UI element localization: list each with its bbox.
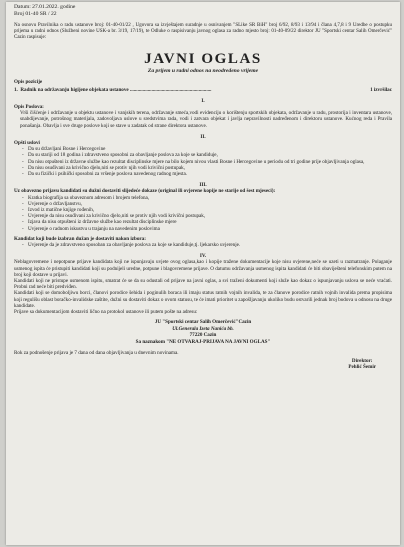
section-iv-paragraph: Prijave sa dokumentacijom dostaviti lično na protokol ustanove ili putem pošte na adresu: [14,309,198,316]
list-item: - Da su stariji od 18 godina i zdravstveno sposobni za obavljanje poslova za koje se kandiduje, [28,152,392,158]
document-title: JAVNI OGLAS [144,51,262,68]
list-item: - Uvjerenje o državljanstvu, [28,201,392,207]
list-item: - Uvjerenje o radnom iskustvu u trajanju na navedenim poslovima [28,226,392,232]
list-item: - Da nisu otpušteni iz državne službe kao rezultat disciplinske mjere na bilo kojem nivou vlasti Bosne i Hercegovine u periodu od tri godine prije objavljivanja oglasa, [28,159,392,165]
position-number: 1. [14,86,18,93]
list-item: - Da su fizički i psihički sposobni za vršenje poslova navedenog radnog mjesta. [28,171,392,177]
section-iv-paragraph: Kandidati koji ne pristupe usmenom ispitu, smatrat će se da su odustali od prijave na javni oglas, a svi traženi dokumenti koji služe kao dokaz o ispunjavanju uslova se neće vraćati. Probni rad neće biti predviđen. [14,278,392,291]
position-name: Radnik na održavanju higijene objekata ustanove [20,86,129,93]
document-page [6,2,400,545]
section-iv-paragraph: Kandidati koji se domoboljiwu borci, članovi porodice šehida i poginulih boraca ili imaju status ratnih vojnih invalida, te za članove porodice ratnih vojnih invalida prema propisima koji regulišu oblast boračko-invalidske zaštite, dužni su dostaviti dokaz o ovom statusu, te će imati prioritet u zapošljavanju ukoliko budu ostvarili jednak broj bodova u odnosu na druge kandidate. [14,290,392,309]
required-documents-list [14,195,392,232]
position-count: 1 izvršilac [370,86,392,93]
list-item: - Da su državljani Bosne i Hercegovine [28,146,392,152]
address-note: Sa naznakom "NE OTVARAJ-PRIJAVA NA JAVNI OGLAS" [135,338,271,345]
document-subtitle: Za prijem u radni odnos na neodređeno vrijeme [147,68,259,75]
signature-role: Direktor: [351,358,373,365]
address-line: 77220 Cazin [189,332,217,339]
position-heading: Opis pozicije [14,79,43,86]
position-row: 1. Radnik na održavanju higijene objekata ustanove ................................................................ 1 izvršilac [14,86,392,93]
section-ii-number: II. [200,133,206,140]
mailing-address [14,319,392,345]
section-ii-heading: Opšti uslovi [14,140,40,147]
section-iv-number: IV. [199,253,207,260]
address-line: JU "Sportski centar Salih Omerčević"Cazin [154,319,252,326]
list-item: - Da nisu osuđivani za krivično djelo,niti se protiv njih vodi krivični postupak, [28,165,392,171]
intro-paragraph: Na osnovu Pravilnika o radu ustanove broj: 01-40-01/22 , Ugovora sa izvještajem suradnje u osnivanjem "SLike SR BiH" broj 6/92, 8/93 i 13/94 i člana 4,7,8 i 9 Uredbe o postupku prijema u radni odnos (Službeni novine USK-a br. 3/19, 17/19), te Odluke o raspisivanju javnog oglasa za radno mjesto broj: 01-40-09/22 direktor JU "Sportski centar Salih Omerčević" Cazin raspisuje: [14,23,392,41]
list-item: - Uvjerenje da nisu osuđivani za krivično djelo,niti se protiv njih vodi krivični postupak, [28,213,392,219]
list-item: - Izvod iz matične knjige rođenih, [28,207,392,213]
reference-number: Broj 01-40 SR / 22 [14,10,57,17]
signature-block [14,358,392,370]
section-iii-number: III. [199,182,207,189]
selected-candidate-heading: Kandidat koji bude izabran dužan je dostaviti nakon izbora: [14,235,146,242]
general-conditions-list [14,146,392,177]
address-line: Ul.Generala Izeta Nanića bb. [172,325,234,332]
signature-name: Pehlić Šemir [348,364,376,371]
section-i-text: Vrši čišćenje i održavanje u objektu ustanove i vanjskih terena, održavanje smeća,vodi evidenciju o korištenju sportskih objekata, održavanje u radu, prostorija i inventara ustanove, snabdijevanje, potrošnog materijala, zadovoljava uslove u sredstvima rada, vodi i zatvara objekat i javlja nepravilnosti nadređenom i direktoru ustanove. Kućnog reda i Pravila ponašanja. Obavlja i sve druge poslove koji se stave u zadatak od strane direktora ustanove. [20,110,392,129]
selected-candidate-list [14,242,392,248]
list-item: - Kratka biografija sa obaveznom adresom i brojem telefona, [28,195,392,201]
list-item: - Izjava da nisu otpušteni iz državne službe kao rezultat disciplinske mjere [28,219,392,225]
deadline-text: Rok za podnošenje prijava je 7 dana od dana objavljivanja u dnevnim novinama. [14,349,179,356]
date-line: Datum: 27.01.2022. godine [14,4,76,10]
section-i-heading: Opis Poslova: [14,104,44,110]
section-i-number: I. [201,97,205,104]
footer-row [14,350,392,356]
section-iii-heading: Uz obavezno prijavu kandidati su dužni dostaviti slijedeće dokaze (original ili ovjerene kopije ne starije od šest mjeseci): [14,188,276,195]
list-item: - Uvjerenje da je zdravstveno sposoban za obavljanje poslova za koje se kandiduje,tj. ljekarsko uvjerenje. [28,242,392,248]
section-iv-paragraph: Neblagovremene i nepotpune prijave kandidata koji ne ispunjavaju uvjete ovog oglasa,kao i kopije tražene dokumentacije koje nisu ovjerene,neće se uzeti u razmatranje. Polaganje usmenog ispita će pristupiti kandidati koji su podnijeli uredne, potpune i blagovremene prijave. O datumu održavanja usmenog ispita kandidati će biti obaviješteni telefonskim putem na broj koji dostave u prijavi. [14,259,392,278]
